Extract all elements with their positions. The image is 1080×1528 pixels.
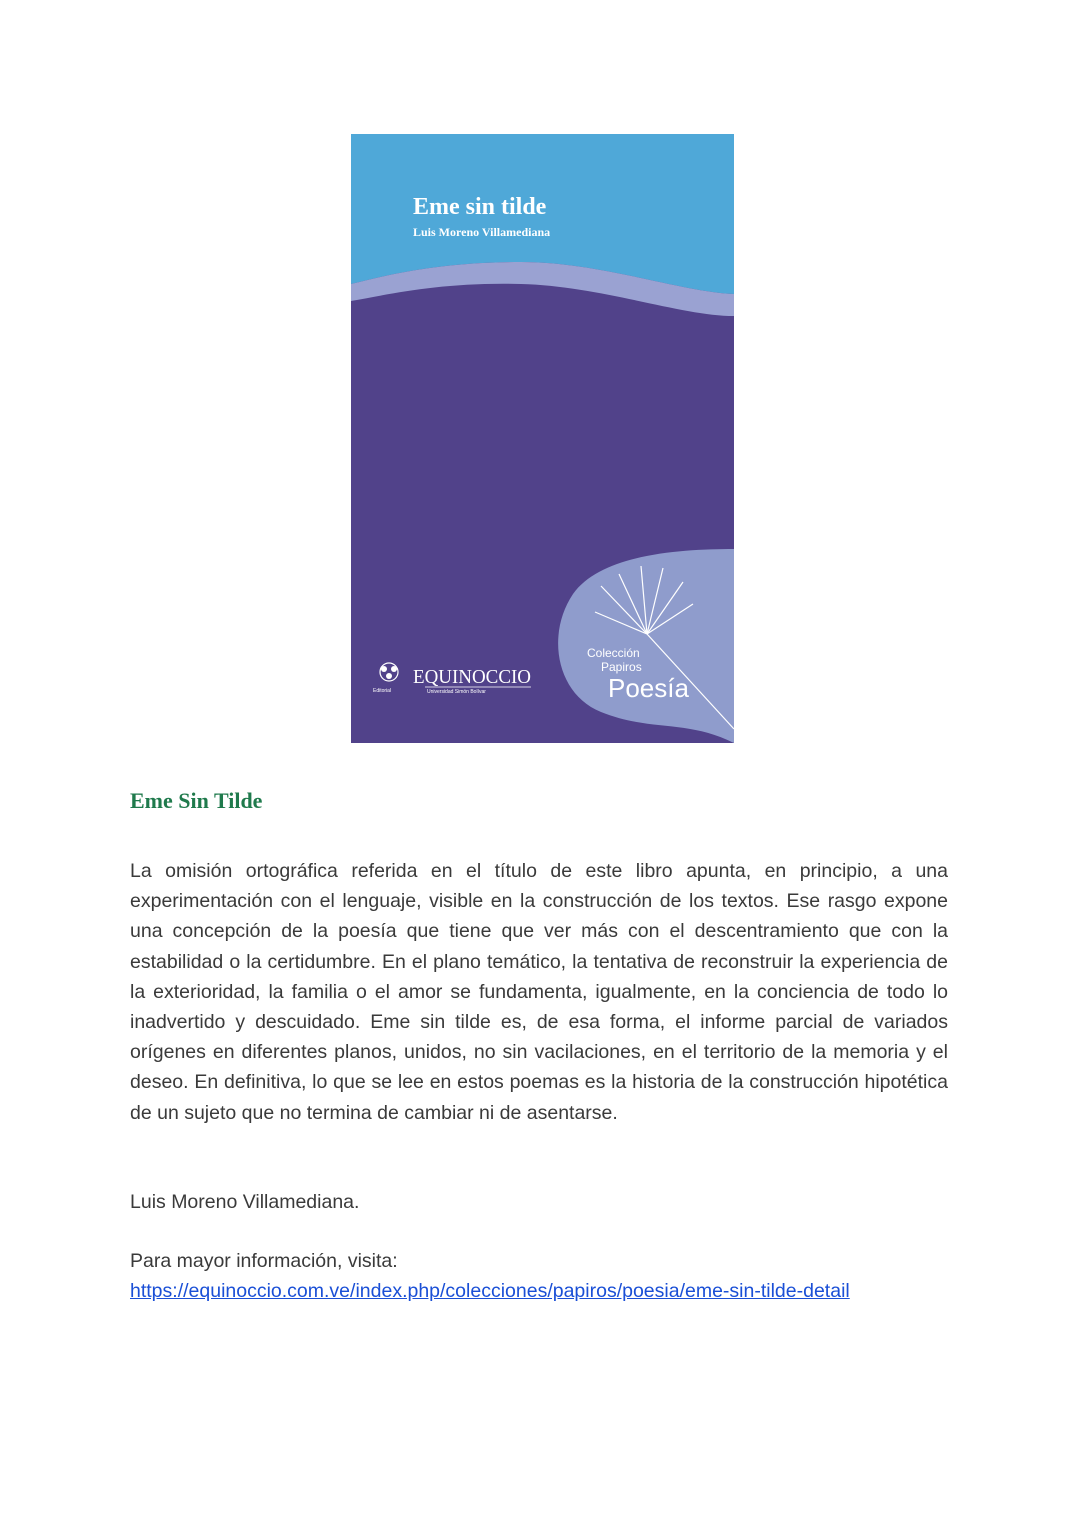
description-paragraph: La omisión ortográfica referida en el título de este libro apunta, en principio, a una experimentación con el lenguaje, visible en la construcción de los textos. Ese rasgo expone una concepción de la poesía que tiene que ver más con el descentramiento que con la estabilidad o la certidumbre. En el plano temático, la tentativa de reconstruir la experiencia de la exterioridad, la familia o el amor se fundamenta, igualmente, en la conciencia de todo lo inadvertido y descuidado. Eme sin tilde es, de esa forma, el informe parcial de variados orígenes en diferentes planos, unidos, no sin vacilaciones, en el territorio de la memoria y el deseo. En definitiva, lo que se lee en estos poemas es la historia de la construcción hipotética de un sujeto que no termina de cambiar ni de asentarse.: [130, 860, 948, 1124]
detail-link[interactable]: https://equinoccio.com.ve/index.php/colecciones/papiros/poesia/eme-sin-tilde-detail: [130, 1280, 850, 1303]
cover-author: Luis Moreno Villamediana: [413, 225, 551, 239]
more-info: [130, 1246, 948, 1306]
publisher-name: EQUINOCCIO: [413, 666, 531, 688]
publisher-tagline: Universidad Simón Bolívar: [427, 689, 486, 695]
collection-label-2: Papiros: [601, 660, 642, 674]
collection-label-1: Colección: [587, 646, 640, 660]
cover-title: Eme sin tilde: [413, 194, 547, 220]
collection-name: Poesía: [608, 673, 689, 703]
author-line: Luis Moreno Villamediana.: [130, 1191, 360, 1213]
book-cover-art: [351, 134, 734, 743]
book-cover: [351, 134, 734, 743]
more-info-label: Para mayor información, visita:: [130, 1250, 398, 1272]
publisher-prefix: Editorial: [373, 688, 392, 694]
page-title: Eme Sin Tilde: [130, 788, 263, 813]
